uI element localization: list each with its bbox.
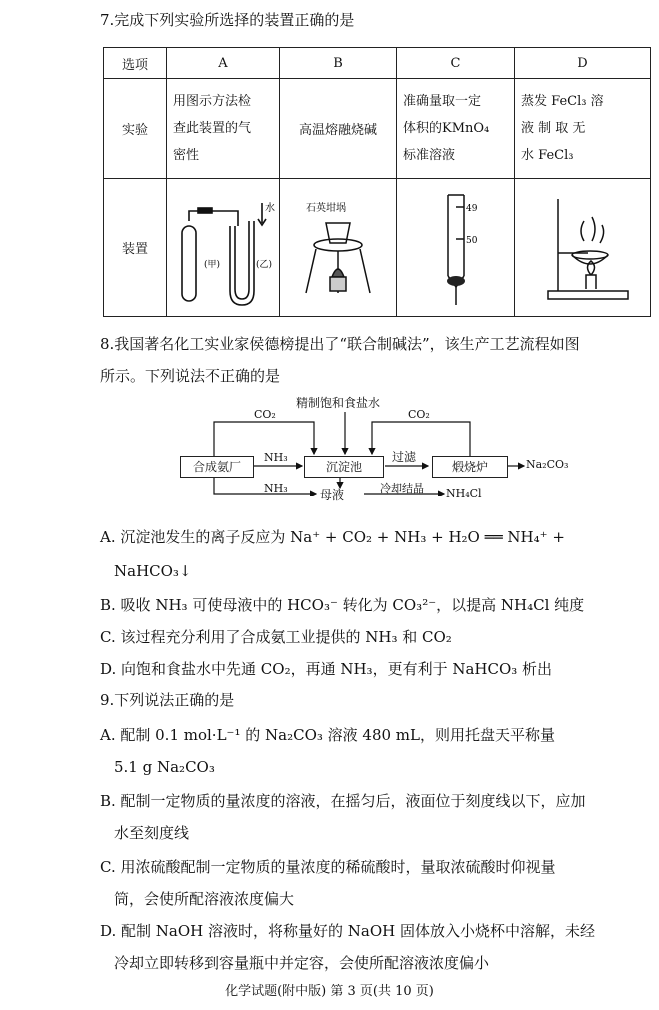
q7-device-row — [104, 179, 651, 317]
q7-exp-a — [167, 79, 280, 179]
q7-exp-c-line1: 准确量取一定 — [403, 94, 482, 109]
q9-option-b-line1: B. 配制一定物质的量浓度的溶液，在摇匀后，液面位于刻度线以下，应加 — [100, 792, 586, 810]
burette-diagram — [400, 181, 512, 311]
q7-device-c — [397, 179, 515, 317]
q7-header-c: C — [397, 48, 515, 79]
q9-option-a-line2-text: 5.1 g Na₂CO₃ — [114, 758, 215, 776]
q7-stem: 7.完成下列实验所选择的装置正确的是 — [100, 11, 355, 29]
label-quartz-crucible: 石英坩埚 — [306, 202, 346, 214]
q9-option-b-line2-text: 水至刻度线 — [114, 824, 190, 842]
q8-option-a-line1: A. 沉淀池发生的离子反应为 Na⁺ + CO₂ + NH₃ + H₂O ══ NH₄⁺ + — [100, 528, 565, 546]
burette-mark-49: 49 — [465, 203, 477, 214]
q8-flow-diagram — [180, 396, 580, 502]
q7-exp-d-line2: 液 制 取 无 — [521, 121, 586, 136]
q7-device-b — [280, 179, 397, 317]
q7-exp-b: 高温熔融烧碱 — [280, 79, 397, 179]
flow-nh3-top: NH₃ — [264, 451, 288, 464]
quartz-crucible-diagram — [282, 181, 394, 311]
flow-filter: 过滤 — [392, 450, 417, 464]
q7-exp-d — [515, 79, 651, 179]
airtight-apparatus-diagram — [168, 181, 278, 311]
q9-option-d-line2-text: 冷却立即转移到容量瓶中并定容，会使所配溶液浓度偏小 — [114, 954, 490, 972]
label-yi: (乙) — [256, 259, 273, 270]
q8-option-b: B. 吸收 NH₃ 可使母液中的 HCO₃⁻ 转化为 CO₃²⁻，以提高 NH₄Cl 纯度 — [100, 596, 585, 614]
flow-top-input: 精制饱和食盐水 — [296, 396, 381, 410]
label-jia: (甲) — [204, 259, 221, 270]
flow-box-calciner: 煅烧炉 — [432, 456, 508, 478]
flow-na2co3: Na₂CO₃ — [526, 458, 569, 471]
q9-option-b-line2 — [100, 822, 189, 844]
q9-option-c-line2 — [100, 888, 294, 910]
flow-box-ammonia-plant: 合成氨厂 — [180, 456, 254, 478]
page-footer: 化学试题(附中版) 第 3 页(共 10 页) — [225, 984, 434, 999]
q7-device-label: 装置 — [104, 179, 167, 317]
q9-option-c-line2-text: 筒，会使所配溶液浓度偏大 — [114, 890, 295, 908]
q7-exp-d-line3: 水 FeCl₃ — [521, 148, 574, 163]
q7-header-row — [104, 48, 651, 79]
q7-experiment-row — [104, 79, 651, 179]
flow-box-mother-liquor: 母液 — [320, 488, 345, 502]
flow-nh4cl: NH₄Cl — [446, 487, 482, 500]
q8-option-d: D. 向饱和食盐水中先通 CO₂，再通 NH₃，更有利于 NaHCO₃ 析出 — [100, 660, 553, 678]
flow-co2-left: CO₂ — [254, 408, 276, 421]
q9-option-d-line2 — [100, 952, 489, 974]
q7-exp-a-line2: 查此装置的气 — [173, 121, 252, 136]
q7-header-a: A — [167, 48, 280, 79]
q7-header-b: B — [280, 48, 397, 79]
q7-table — [103, 47, 651, 317]
q9-option-c-line1: C. 用浓硫酸配制一定物质的量浓度的稀硫酸时，量取浓硫酸时仰视量 — [100, 858, 556, 876]
flow-crystal: 冷却结晶 — [380, 482, 424, 495]
q7-exp-c-line3: 标准溶液 — [403, 148, 456, 163]
q7-exp-c-line2: 体积的KMnO₄ — [403, 121, 490, 136]
q7-exp-a-line3: 密性 — [173, 148, 200, 163]
flow-nh3-bottom: NH₃ — [264, 482, 288, 495]
q7-exp-c — [397, 79, 515, 179]
flow-co2-right: CO₂ — [408, 408, 430, 421]
q8-option-a-line2 — [100, 560, 192, 582]
burette-mark-50: 50 — [465, 235, 477, 246]
q7-header-d: D — [515, 48, 651, 79]
q8-stem-line1: 8.我国著名化工实业家侯德榜提出了“联合制碱法”，该生产工艺流程如图 — [100, 335, 580, 353]
q8-option-c: C. 该过程充分利用了合成氨工业提供的 NH₃ 和 CO₂ — [100, 628, 452, 646]
q9-stem: 9.下列说法正确的是 — [100, 691, 235, 709]
q9-option-a-line2 — [100, 756, 215, 778]
label-water: 水 — [265, 202, 275, 214]
q7-device-d — [515, 179, 651, 317]
q9-option-a-line1: A. 配制 0.1 mol·L⁻¹ 的 Na₂CO₃ 溶液 480 mL，则用托盘天平称量 — [100, 726, 555, 744]
q7-header-option: 选项 — [104, 48, 167, 79]
evaporation-apparatus-diagram — [518, 181, 648, 311]
q8-stem-line2: 所示。下列说法不正确的是 — [100, 367, 281, 385]
flow-box-precipitation-tank: 沉淀池 — [304, 456, 384, 478]
q9-option-d-line1: D. 配制 NaOH 溶液时，将称量好的 NaOH 固体放入小烧杯中溶解，未经 — [100, 922, 595, 940]
q7-exp-a-line1: 用图示方法检 — [173, 94, 252, 109]
q7-device-a — [167, 179, 280, 317]
q7-experiment-label: 实验 — [104, 79, 167, 179]
q8-option-a-line2-text: NaHCO₃↓ — [114, 562, 192, 580]
q7-exp-d-line1: 蒸发 FeCl₃ 溶 — [521, 94, 604, 109]
